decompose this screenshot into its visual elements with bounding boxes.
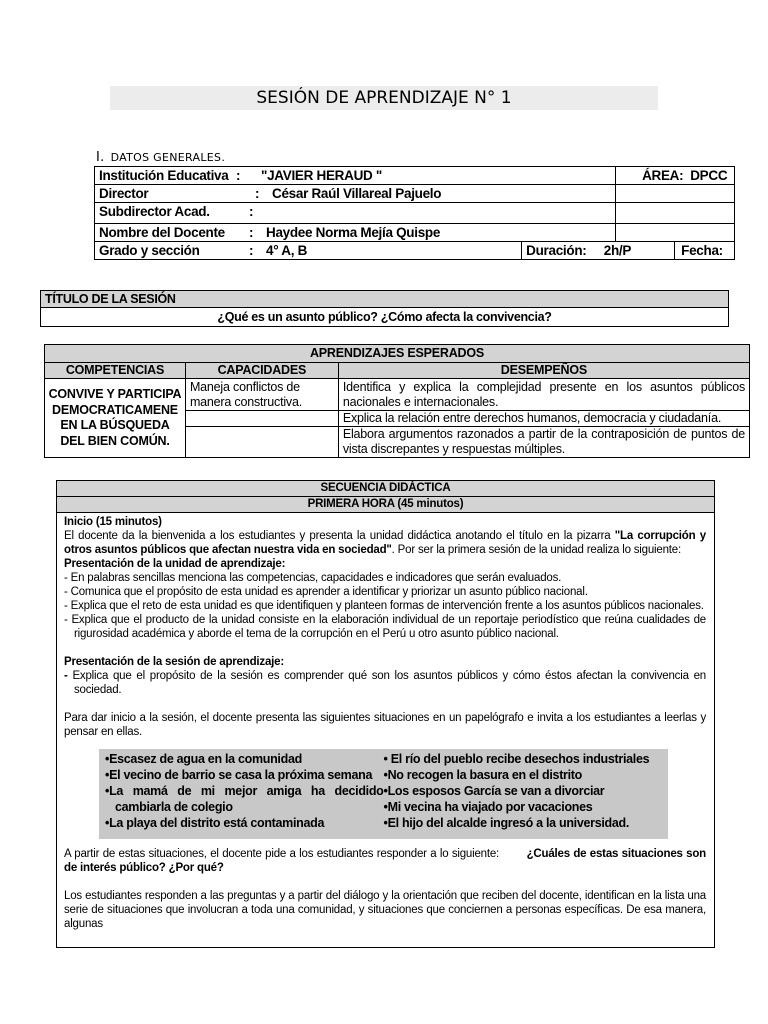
section-label: DATOS GENERALES. xyxy=(110,151,226,164)
text-run: El docente da la bienvenida a los estudiantes y presenta la unidad didáctica anotando el título en la pizarra xyxy=(64,530,615,542)
list-item: - Explica que el reto de esta unidad es que identifiquen y planteen formas de intervención frente a los asuntos públicos nacionales. xyxy=(64,600,704,612)
text-run: Explica que el propósito de la sesión es comprender qué son los asuntos públicos y cómo éstos afectan la convivencia en sociedad. xyxy=(67,670,706,696)
sequence-subheader: PRIMERA HORA (45 minutos) xyxy=(57,497,714,513)
table-row xyxy=(95,167,735,185)
table-row xyxy=(95,224,735,242)
session-title-label: TÍTULO DE LA SESIÓN xyxy=(41,291,729,308)
situation-item: •La mamá de mi mejor amiga ha decidido cambiarla de colegio xyxy=(105,784,384,814)
field-label: Duración: xyxy=(526,243,587,258)
competency-cell: CONVIVE Y PARTICIPA DEMOCRATICAMENE EN LA BÚSQUEDA DEL BIEN COMÚN. xyxy=(45,379,186,458)
field-label: Institución Educativa xyxy=(99,168,229,183)
table-row xyxy=(95,203,735,224)
field-label: Subdirector Acad. xyxy=(99,204,210,219)
table-row xyxy=(95,242,735,260)
field-colon: : xyxy=(249,225,254,240)
text-run: . Por ser la primera sesión de la unidad realiza lo siguiente: xyxy=(391,544,681,556)
situation-item: • El río del pueblo recibe desechos industriales xyxy=(383,752,650,766)
list-item: - Explica que el producto de la unidad consiste en la elaboración individual de un reportaje periodístico que reúna cualidades de rigurosidad académica y aborde el tema de la corrupción en el Perú u otro asunto público nacional. xyxy=(64,614,706,640)
field-colon: : xyxy=(255,186,260,201)
inicio-heading: Inicio (15 minutos) xyxy=(64,516,162,528)
column-header: DESEMPEÑOS xyxy=(338,363,749,379)
text-run: A partir de estas situaciones, el docente pide a los estudiantes responder a lo siguiente: xyxy=(64,848,500,860)
column-header: CAPACIDADES xyxy=(185,363,338,379)
session-presentation-heading: Presentación de la sesión de aprendizaje: xyxy=(64,656,284,668)
situation-item: •La playa del distrito está contaminada xyxy=(105,816,325,830)
question-paragraph xyxy=(64,847,706,875)
didactic-sequence-box xyxy=(56,480,715,948)
column-header: COMPETENCIAS xyxy=(45,363,186,379)
list-item: - Comunica que el propósito de esta unidad es aprender a identificar y priorizar un asunto público nacional. xyxy=(64,586,588,598)
field-label: Nombre del Docente xyxy=(99,225,225,240)
unit-presentation-heading: Presentación de la unidad de aprendizaje: xyxy=(64,558,286,570)
section-heading-general xyxy=(96,150,225,165)
start-paragraph: Para dar inicio a la sesión, el docente presenta las siguientes situaciones en un papelógrafo e invita a los estudiantes a leerlas y pensar en ellas. xyxy=(64,712,706,738)
field-colon: : xyxy=(236,168,241,183)
field-label: Fecha: xyxy=(681,243,723,258)
guiding-question: ¿Cuáles de estas situaciones son de interés público? ¿Por qué? xyxy=(64,848,706,874)
situations-box xyxy=(99,749,668,839)
unit-title: "La corrupción y otros asuntos públicos que afectan nuestra vida en sociedad" xyxy=(64,530,706,556)
situation-item: •Escasez de agua en la comunidad xyxy=(105,752,302,766)
intro-paragraph xyxy=(64,529,706,557)
list-item xyxy=(64,669,706,697)
field-colon: : xyxy=(249,243,254,258)
grade-value: 4° A, B xyxy=(266,243,308,258)
field-colon: : xyxy=(249,204,254,219)
section-number: I. xyxy=(96,150,105,165)
learning-header: APRENDIZAJES ESPERADOS xyxy=(45,345,750,363)
performance-cell: Identifica y explica la complejidad presente en los asuntos públicos nacionales e internacionales. xyxy=(338,379,749,411)
situations-left xyxy=(105,751,384,831)
area-value: DPCC xyxy=(690,168,728,183)
performance-cell: Explica la relación entre derechos humanos, democracia y ciudadanía. xyxy=(338,411,749,427)
sequence-body xyxy=(57,513,714,947)
teacher-value: Haydee Norma Mejía Quispe xyxy=(266,225,441,240)
general-data-table xyxy=(94,166,735,260)
session-question: ¿Qué es un asunto público? ¿Cómo afecta la convivencia? xyxy=(41,308,729,327)
field-label: ÁREA: xyxy=(642,168,684,183)
situations-right xyxy=(384,751,663,831)
situation-item: •Mi vecina ha viajado por vacaciones xyxy=(383,800,593,814)
situation-item: •Los esposos García se van a divorciar xyxy=(383,784,605,798)
list-dash: - xyxy=(64,670,68,682)
performance-cell: Elabora argumentos razonados a partir de la contraposición de puntos de vista discrepantes y respuestas múltiples. xyxy=(338,427,749,458)
table-row xyxy=(95,185,735,203)
field-label: Director xyxy=(99,186,149,201)
duration-value: 2h/P xyxy=(603,243,632,258)
situation-item: •No recogen la basura en el distrito xyxy=(383,768,582,782)
capacity-cell: Maneja conflictos de manera constructiva. xyxy=(185,379,338,411)
session-title-table xyxy=(40,290,729,327)
list-item: - En palabras sencillas menciona las competencias, capacidades e indicadores que serán evaluados. xyxy=(64,572,562,584)
sequence-header: SECUENCIA DIDÁCTICA xyxy=(57,481,714,497)
institution-value: "JAVIER HERAUD " xyxy=(261,168,383,183)
page-title: SESIÓN DE APRENDIZAJE N° 1 xyxy=(110,86,658,110)
expected-learning-table xyxy=(44,344,750,458)
closing-paragraph: Los estudiantes responden a las preguntas y a partir del diálogo y la orientación que reciben del docente, identifican en la lista una serie de situaciones que involucran a toda una comunidad, y situaciones que conciernen a personas específicas. De esa manera, algunas xyxy=(64,890,706,930)
director-value: César Raúl Villareal Pajuelo xyxy=(272,186,442,201)
field-label: Grado y sección xyxy=(99,243,200,258)
situation-item: •El hijo del alcalde ingresó a la universidad. xyxy=(383,816,630,830)
situation-item: •El vecino de barrio se casa la próxima semana xyxy=(105,768,373,782)
area-cell xyxy=(642,167,727,184)
